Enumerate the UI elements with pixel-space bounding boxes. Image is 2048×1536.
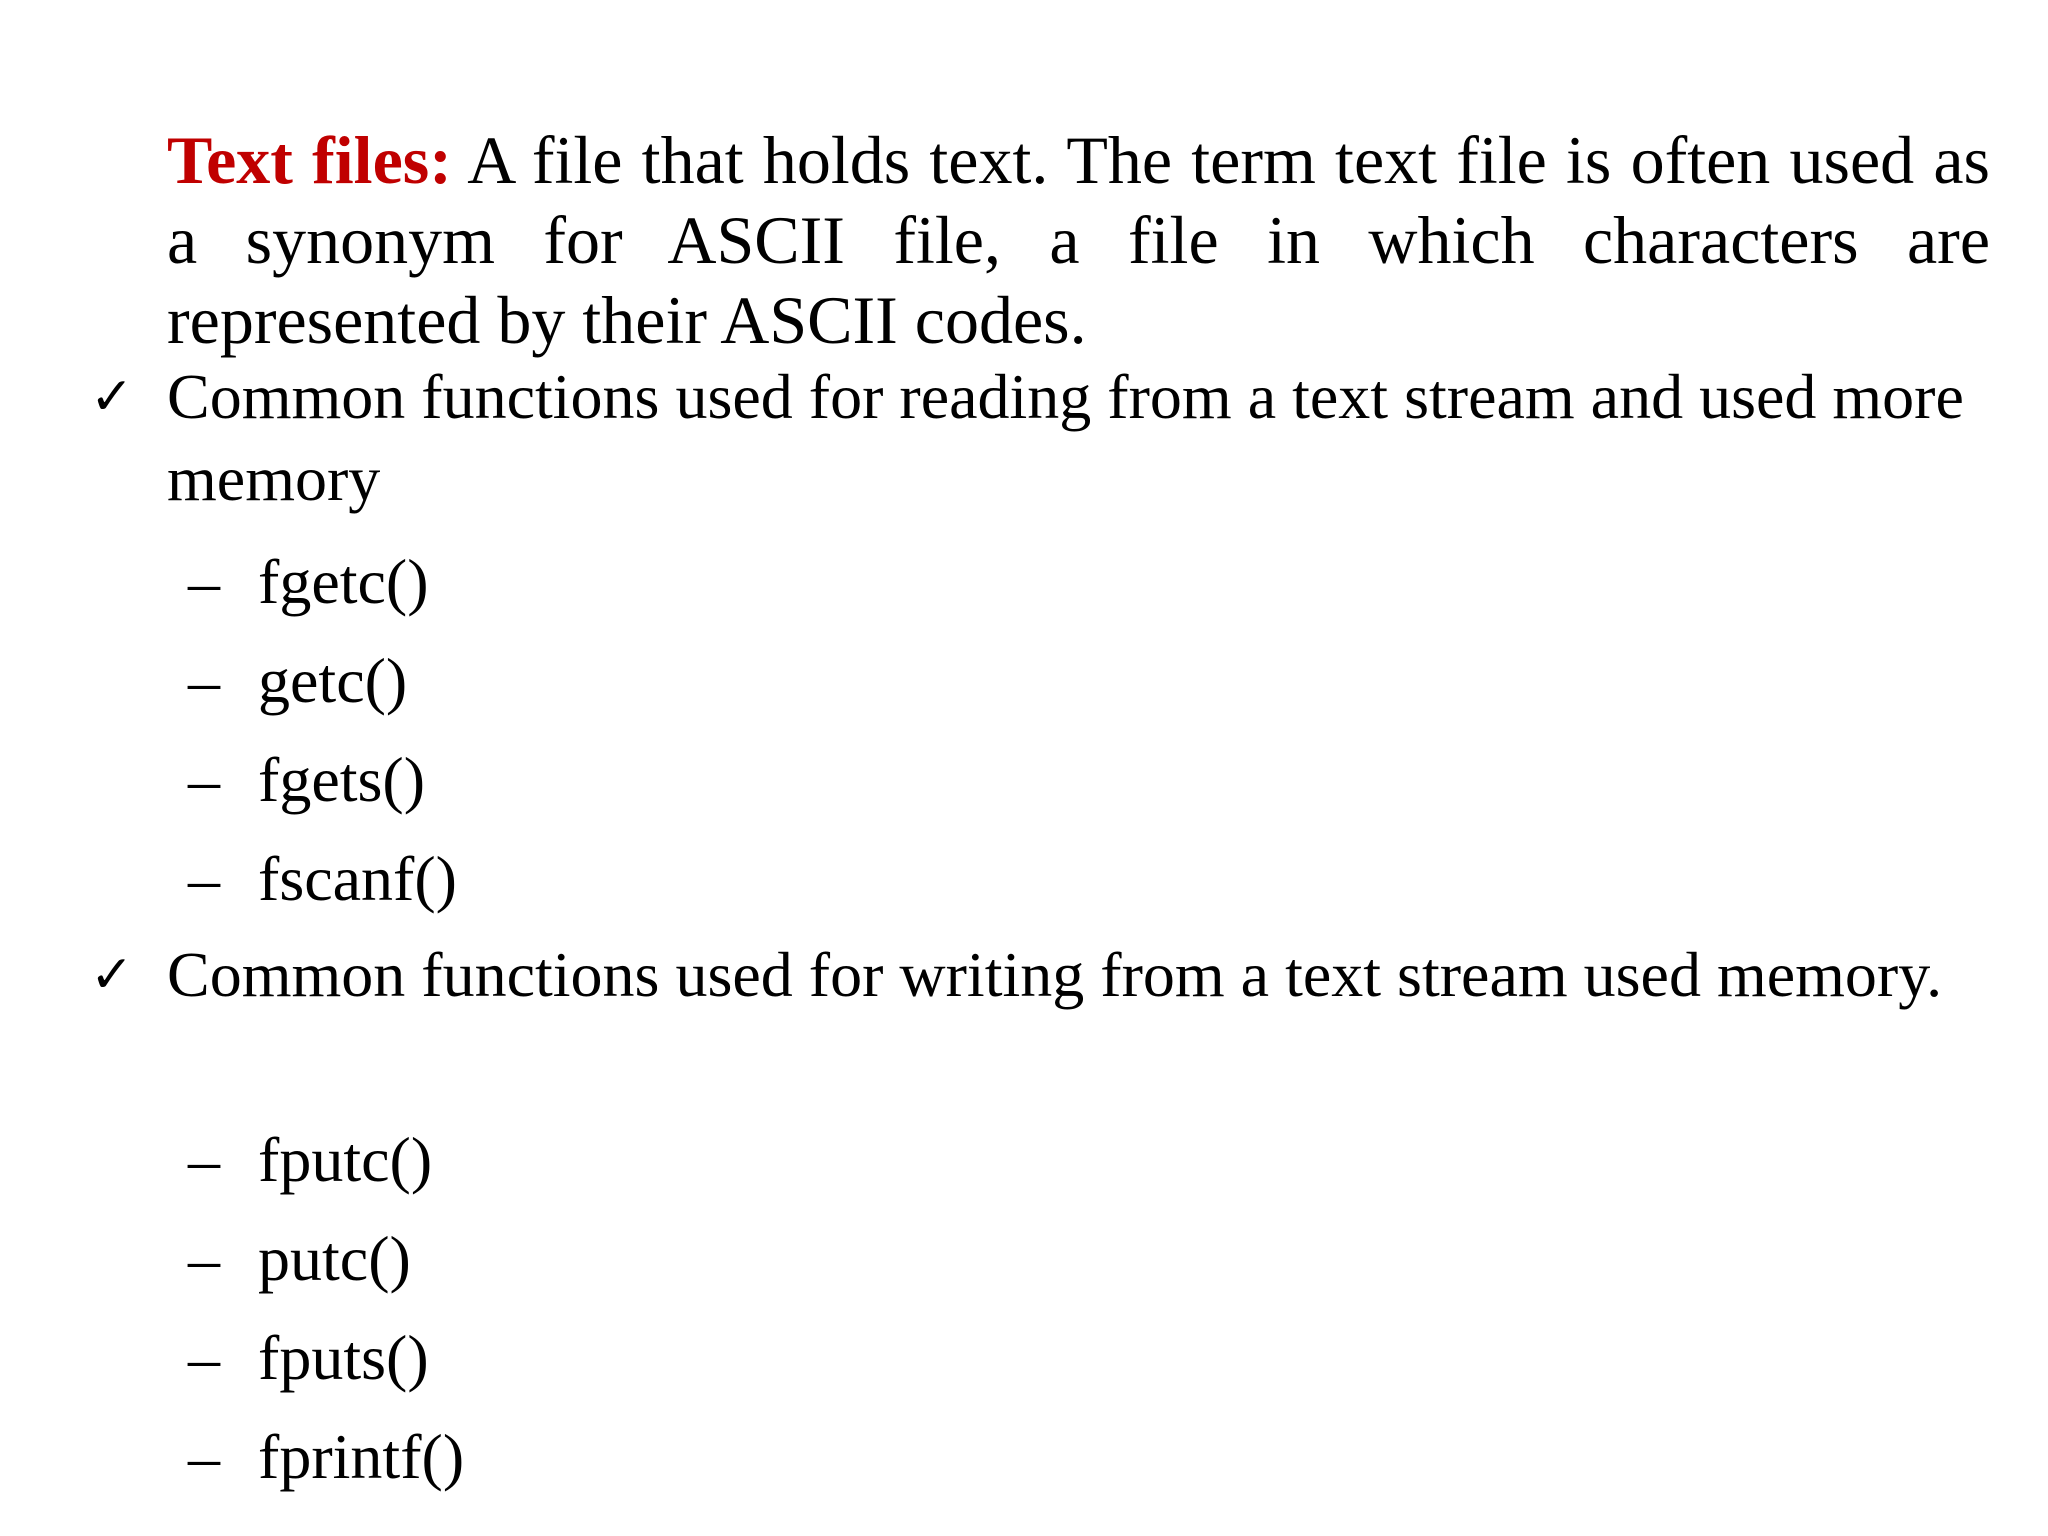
- list-item: [188, 1407, 464, 1506]
- dash-marker: –: [188, 546, 220, 617]
- dash-marker: –: [188, 744, 220, 815]
- list-item: [188, 631, 457, 730]
- list-item: [188, 1209, 464, 1308]
- function-name: fprintf(): [258, 1421, 465, 1492]
- intro-paragraph: [167, 120, 1990, 360]
- function-name: fputc(): [258, 1124, 433, 1195]
- function-name: fgets(): [258, 744, 426, 815]
- dash-marker: –: [188, 1124, 220, 1195]
- dash-marker: –: [188, 1223, 220, 1294]
- list-item: [188, 829, 457, 928]
- writing-functions-list: [188, 1110, 464, 1506]
- checkmark-icon: ✓: [90, 367, 134, 427]
- reading-functions-list: [188, 532, 457, 928]
- term-heading: Text files:: [167, 122, 452, 198]
- list-item: [188, 532, 457, 631]
- dash-marker: –: [188, 843, 220, 914]
- checkmark-icon: ✓: [90, 945, 134, 1005]
- function-name: fscanf(): [258, 843, 457, 914]
- list-item: [188, 730, 457, 829]
- list-item: [188, 1308, 464, 1407]
- writing-functions-heading: Common functions used for writing from a text stream used memory.: [167, 939, 1943, 1010]
- dash-marker: –: [188, 645, 220, 716]
- reading-functions-heading: Common functions used for reading from a text stream and used more memory: [167, 361, 1964, 514]
- function-name: fgetc(): [258, 546, 429, 617]
- term-definition: A file that holds text. The term text file is often used as a synonym for ASCII file, a file in which characters are represented by their ASCII codes.: [167, 122, 1990, 358]
- function-name: getc(): [258, 645, 408, 716]
- function-name: putc(): [258, 1223, 411, 1294]
- dash-marker: –: [188, 1322, 220, 1393]
- list-item: [188, 1110, 464, 1209]
- function-name: fputs(): [258, 1322, 429, 1393]
- dash-marker: –: [188, 1421, 220, 1492]
